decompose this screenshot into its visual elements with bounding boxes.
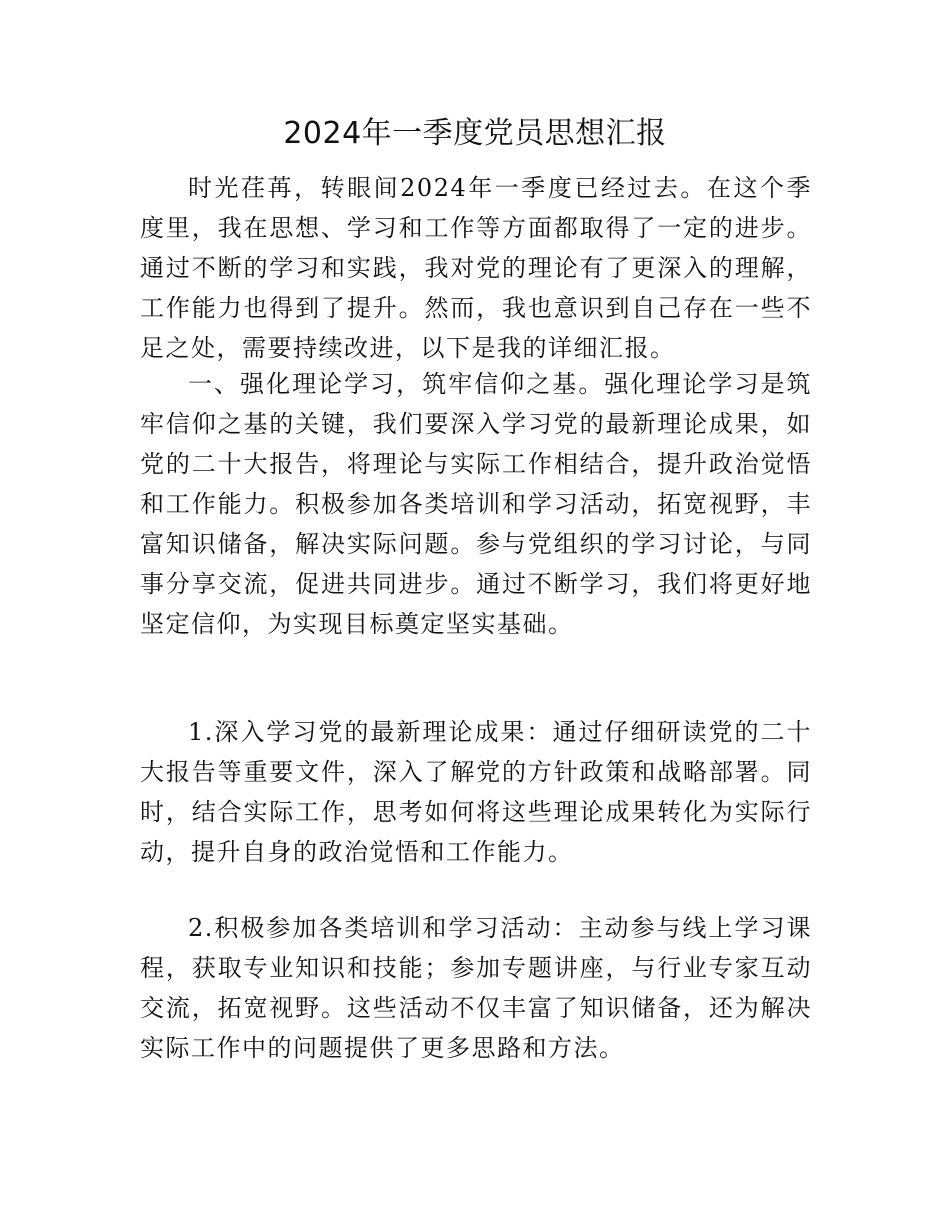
document-title: 2024年一季度党员思想汇报 — [283, 116, 667, 151]
paragraph-item-one: 1.深入学习党的最新理论成果：通过仔细研读党的二十大报告等重要文件，深入了解党的方针政策和战略部署。同时，结合实际工作，思考如何将这些理论成果转化为实际行动，提升自身的政治觉悟和工作能力。 — [140, 718, 812, 866]
paragraph-item-two: 2.积极参加各类培训和学习活动：主动参与线上学习课程，获取专业知识和技能；参加专题讲座，与行业专家互动交流，拓宽视野。这些活动不仅丰富了知识储备，还为解决实际工作中的问题提供了更多思路和方法。 — [140, 914, 812, 1062]
paragraph-intro: 时光荏苒，转眼间2024年一季度已经过去。在这个季度里，我在思想、学习和工作等方面都取得了一定的进步。通过不断的学习和实践，我对党的理论有了更深入的理解，工作能力也得到了提升。然而，我也意识到自己存在一些不足之处，需要持续改进，以下是我的详细汇报。 — [140, 174, 812, 362]
paragraph-section-one: 一、强化理论学习，筑牢信仰之基。强化理论学习是筑牢信仰之基的关键，我们要深入学习党的最新理论成果，如党的二十大报告，将理论与实际工作相结合，提升政治觉悟和工作能力。积极参加各类培训和学习活动，拓宽视野，丰富知识储备，解决实际问题。参与党组织的学习讨论，与同事分享交流，促进共同进步。通过不断学习，我们将更好地坚定信仰，为实现目标奠定坚实基础。 — [140, 370, 812, 638]
